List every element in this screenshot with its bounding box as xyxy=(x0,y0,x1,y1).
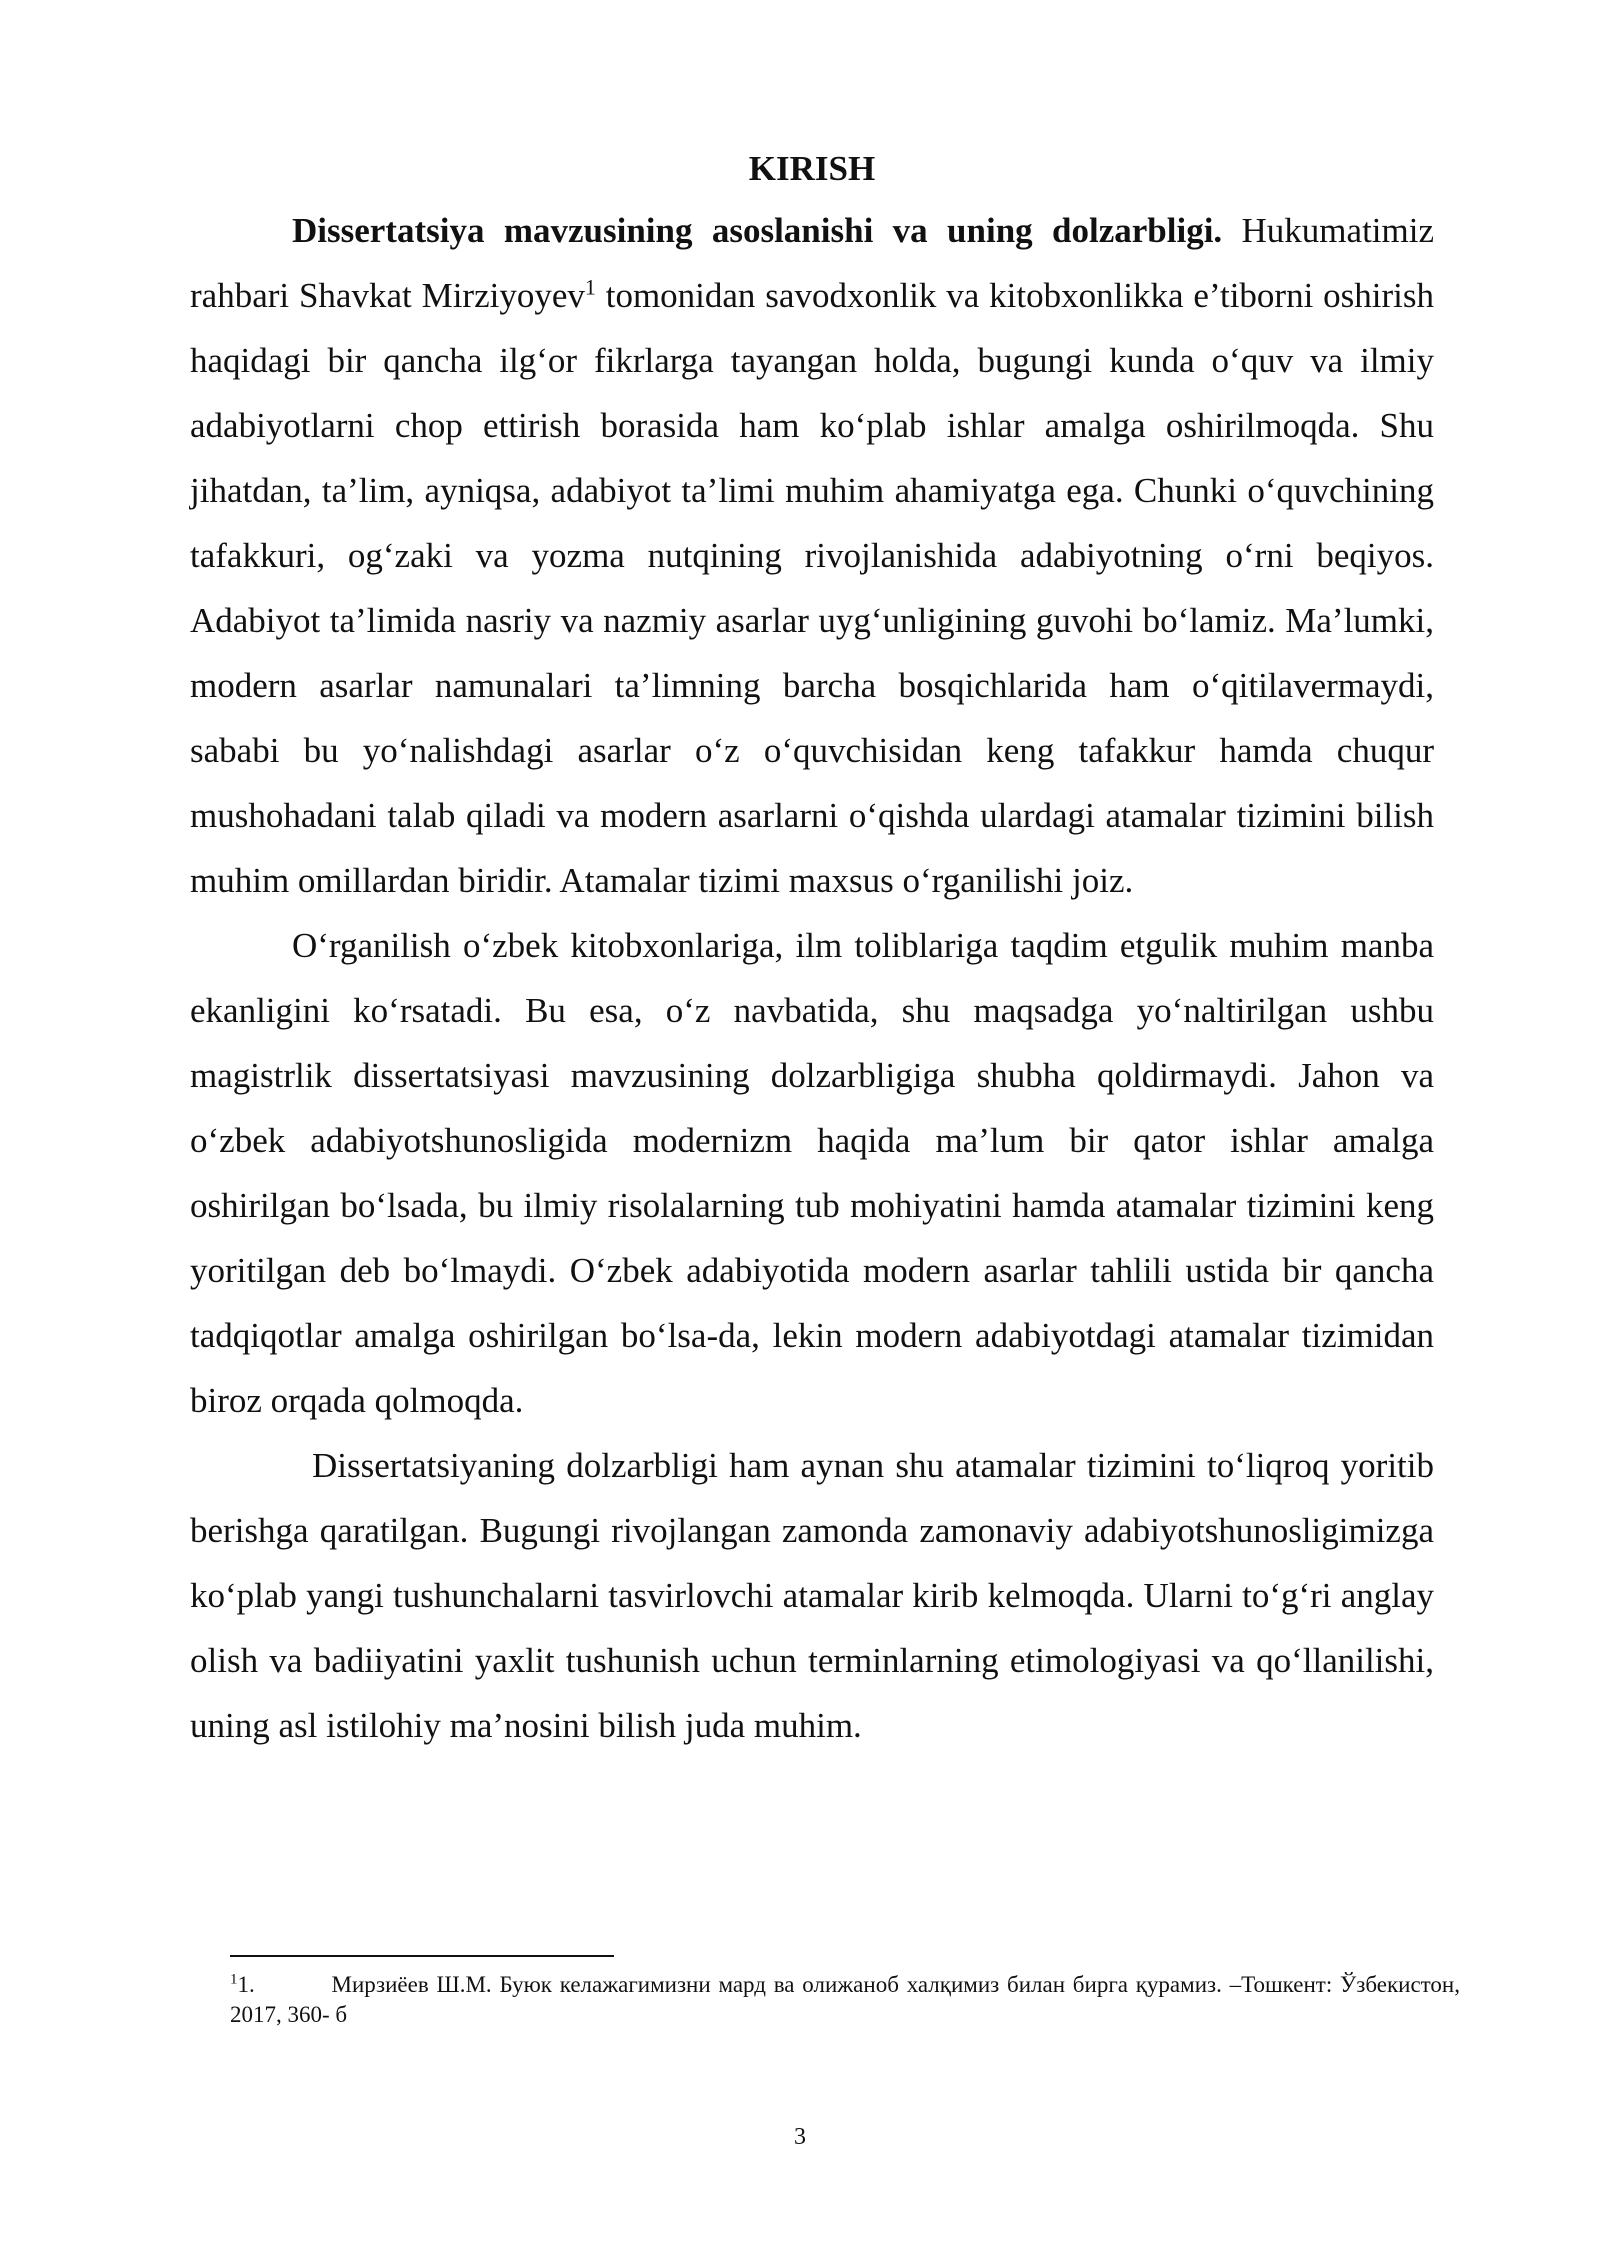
paragraph-research-importance: O‘rganilish o‘zbek kitobxonlariga, ilm toliblariga taqdim etgulik muhim manba ekanligini ko‘rsatadi. Bu esa, o‘z navbatida, shu maqsadga yo‘naltirilgan ushbu magistrlik dissertatsiyasi mavzusining dolzarbligiga shubha qoldirmaydi. Jahon va o‘zbek adabiyotshunosligida modernizm haqida ma’lum bir qator ishlar amalga oshirilgan bo‘lsada, bu ilmiy risolalarning tub mohiyatini hamda atamalar tizimini keng yoritilgan deb bo‘lmaydi. O‘zbek adabiyotida modern asarlar tahlili ustida bir qancha tadqiqotlar amalga oshirilgan bo‘lsa-da, lekin modern adabiyotdagi atamalar tizimidan biroz orqada qolmoqda. xyxy=(190,926,1434,1420)
footnote-separator xyxy=(230,1955,614,1957)
relevance-heading: Dissertatsiya mavzusining asoslanishi va uning dolzarbligi. xyxy=(292,211,1223,250)
paragraph-dissertation-relevance: Dissertatsiyaning dolzarbligi ham aynan shu atamalar tizimini to‘liqroq yoritib berishga qaratilgan. Bugungi rivojlangan zamonda zamonaviy adabiyotshunosligimizga ko‘plab yangi tushunchalarni tasvirlovchi atamalar kirib kelmoqda. Ularni to‘g‘ri anglay olish va badiiyatini yaxlit tushunish uchun terminlarning etimologiyasi va qo‘llanilishi, uning asl istilohiy ma’nosini bilish juda muhim. xyxy=(190,1446,1434,1745)
footnote-reference[interactable]: 1 xyxy=(584,274,596,300)
footnote xyxy=(230,1970,1460,2030)
footnote-text: Мирзиёев Ш.М. Буюк келажагимизни мард ва олижаноб халқимиз билан бирга қурамиз. –Тошкент: Ўзбекистон, 2017, 360- б xyxy=(230,1972,1460,2027)
footnote-number: 1. xyxy=(237,1972,255,1997)
paragraph-relevance xyxy=(190,198,1434,913)
footnote-marker: 1 xyxy=(230,1971,238,1988)
paragraph-text: Hukumatimiz rahbari Shavkat Mirziyoyev xyxy=(190,211,1434,315)
paragraph-text: tomonidan savodxonlik va kitobxonlikka e’tiborni oshirish haqidagi bir qancha ilg‘or fikrlarga tayangan holda, bugungi kunda o‘quv va ilmiy adabiyotlarni chop ettirish borasida ham ko‘plab ishlar amalga oshirilmoqda. Shu jihatdan, ta’lim, ayniqsa, adabiyot ta’limi muhim ahamiyatga ega. Chunki o‘quvchining tafakkuri, og‘zaki va yozma nutqining rivojlanishida adabiyotning o‘rni beqiyos. Adabiyot ta’limida nasriy va nazmiy asarlar uyg‘unligining guvohi bo‘lamiz. Ma’lumki, modern asarlar namunalari ta’limning barcha bosqichlarida ham o‘qitilavermaydi, sababi bu yo‘nalishdagi asarlar o‘z o‘quvchisidan keng tafakkur hamda chuqur mushohadani talab qiladi va modern asarlarni o‘qishda ulardagi atamalar tizimini bilish muhim omillardan biridir. Atamalar tizimi maxsus o‘rganilishi joiz. xyxy=(190,276,1435,900)
section-title: KIRISH xyxy=(748,149,876,188)
page-number: 3 xyxy=(794,2124,806,2150)
document-page xyxy=(190,148,1434,1758)
